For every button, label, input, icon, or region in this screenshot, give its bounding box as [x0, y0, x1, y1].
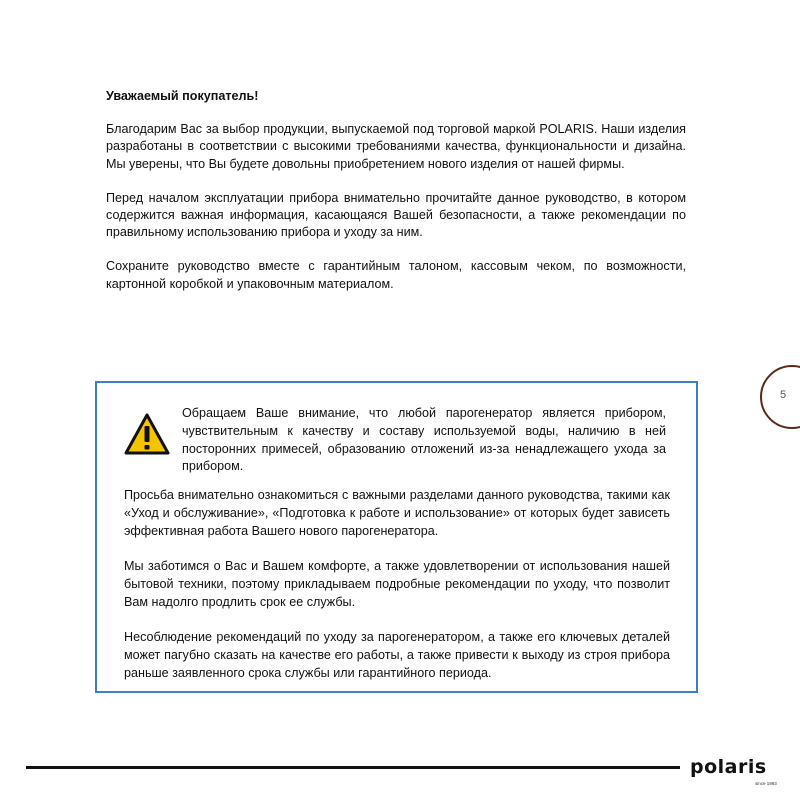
notice-lead: Обращаем Ваше внимание, что любой парогенератор является прибором, чувствительным к качеству и составу используемой воды, наличию в ней посторонних примесей, образованию отложений из-за ненадлежащего ухода за прибором. [182, 406, 666, 474]
notice-paragraph: Мы заботимся о Вас и Вашем комфорте, а также удовлетворении от использования нашей бытовой техники, поэтому прикладываем подробные рекомендации по уходу, что позволит Вам надолго продлить срок ее службы. [124, 558, 670, 609]
notice-paragraph: Просьба внимательно ознакомиться с важными разделами данного руководства, такими как «Уход и обслуживание», «Подготовка к работе и использование» от которых будет зависеть эффективная работа Вашего нового парогенератора. [124, 488, 670, 538]
page-number: 5 [780, 389, 787, 401]
notice-box [95, 381, 698, 693]
intro-section [106, 88, 686, 310]
warning-triangle-icon [123, 411, 171, 459]
greeting: Уважаемый покупатель! [106, 89, 259, 103]
notice-paragraph: Несоблюдение рекомендаций по уходу за парогенератором, а также его ключевых деталей может пагубно сказать на качестве его работы, а также привести к выходу из строя прибора раньше заявленного срока службы или гарантийного периода. [124, 629, 670, 680]
footer-rule [26, 766, 680, 769]
brand-logo: polaris [690, 756, 767, 778]
intro-paragraph: Благодарим Вас за выбор продукции, выпускаемой под торговой маркой POLARIS. Наши изделия разработаны в соответствии с высокими требованиями качества, функциональности и дизайна. Мы уверены, что Вы будете довольны приобретением нового изделия от нашей фирмы. [106, 122, 686, 171]
notice-body [124, 487, 670, 700]
brand-tagline: since 1993 [755, 781, 777, 786]
intro-paragraph: Сохраните руководство вместе с гарантийным талоном, кассовым чеком, по возможности, картонной коробкой и упаковочным материалом. [106, 259, 686, 291]
intro-paragraph: Перед началом эксплуатации прибора внимательно прочитайте данное руководство, в котором содержится важная информация, касающаяся Вашей безопасности, а также рекомендации по правильному использованию прибора и уходу за ним. [106, 190, 686, 240]
